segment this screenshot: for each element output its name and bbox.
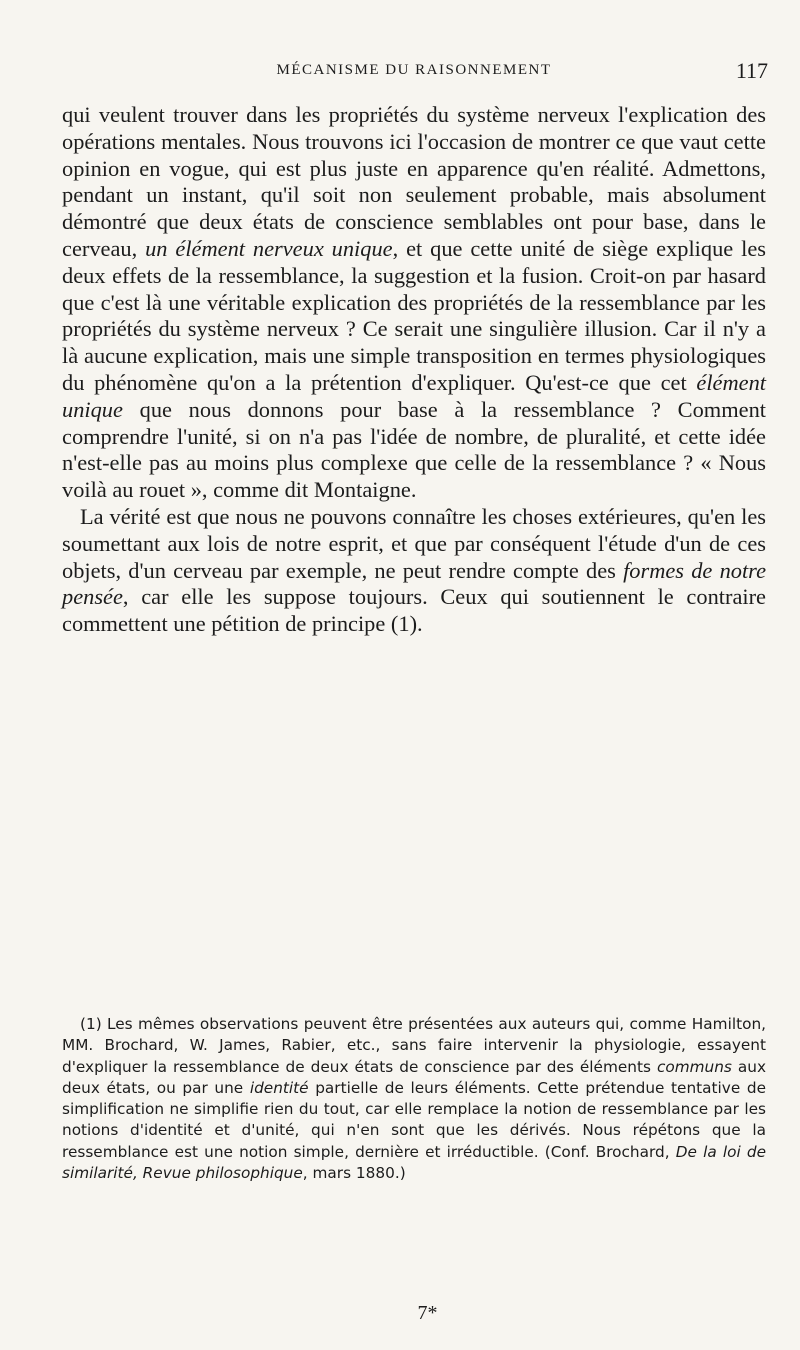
text-run: , mars 1880.) xyxy=(302,1164,406,1183)
signature-mark: 7* xyxy=(417,1302,438,1324)
paragraph-2 xyxy=(62,504,766,638)
text-run: que nous donnons pour base à la ressemblance ? Comment comprendre l'unité, si on n'a pas l'idée de nombre, de pluralité, et cette idée n'est-elle pas au moins plus complexe que celle de la ressemblance ? « Nous voilà au rouet », comme dit Montaigne. xyxy=(62,396,766,503)
paragraph-1 xyxy=(62,102,766,504)
italic-phrase: De la loi de similarité, Revue philosophique xyxy=(62,1142,766,1183)
footnote xyxy=(62,1014,766,1184)
running-head: MÉCANISME DU RAISONNEMENT xyxy=(276,62,552,78)
italic-phrase: communs xyxy=(656,1057,732,1076)
text-run: (1) Les mêmes observations peuvent être présentées aux auteurs qui, comme Hamilton, MM. Brochard, W. James, Rabier, etc., sans faire intervenir la physiologie, essayent d'expliquer la ressemblance de deux états de conscience par des éléments xyxy=(62,1015,766,1076)
text-run: partielle de leurs éléments. Cette prétendue tentative de simplification ne simplifie rien du tout, car elle remplace la notion de ressemblance par les notions d'identité et d'unité, qui n'en sont que les dérivés. Nous répétons que la ressemblance est une notion simple, dernière et irréductible. (Conf. Brochard, xyxy=(62,1078,766,1161)
text-run: La vérité est que nous ne pouvons connaître les choses extérieures, qu'en les soumettant aux lois de notre esprit, et que par conséquent l'étude d'un de ces objets, d'un cerveau par exemple, ne peut rendre compte des xyxy=(62,503,766,583)
italic-phrase: formes de notre pensée xyxy=(62,557,767,610)
text-run: aux deux états, ou par une xyxy=(62,1057,766,1097)
text-run: , et que cette unité de siège explique les deux effets de la ressemblance, la suggestion et la fusion. Croit-on par hasard que c'est là une véritable explication des propriétés de la ressemblance par les propriétés du système nerveux ? Ce serait une singulière illusion. Car il n'y a là aucune explication, mais une simple transposition en termes physiologiques du phénomène qu'on a la prétention d'expliquer. Qu'est-ce que cet xyxy=(62,235,766,395)
footnote-text xyxy=(62,1014,766,1184)
italic-phrase: élément unique xyxy=(62,369,766,422)
page-number: 117 xyxy=(735,58,768,83)
italic-phrase: identité xyxy=(249,1078,309,1097)
main-text xyxy=(62,102,766,638)
text-run: , car elle les suppose toujours. Ceux qui soutiennent le contraire commettent une pétition de principe (1). xyxy=(62,584,766,637)
italic-phrase: un élément nerveux unique xyxy=(145,235,393,261)
text-run: qui veulent trouver dans les propriétés du système nerveux l'explication des opérations mentales. Nous trouvons ici l'occasion de montrer ce que vaut cette opinion en vogue, qui est plus juste en apparence qu'en réalité. Admettons, pendant un instant, qu'il soit non seulement probable, mais absolument démontré que deux états de conscience semblables ont pour base, dans le cerveau, xyxy=(62,102,766,261)
page-header xyxy=(58,58,770,92)
